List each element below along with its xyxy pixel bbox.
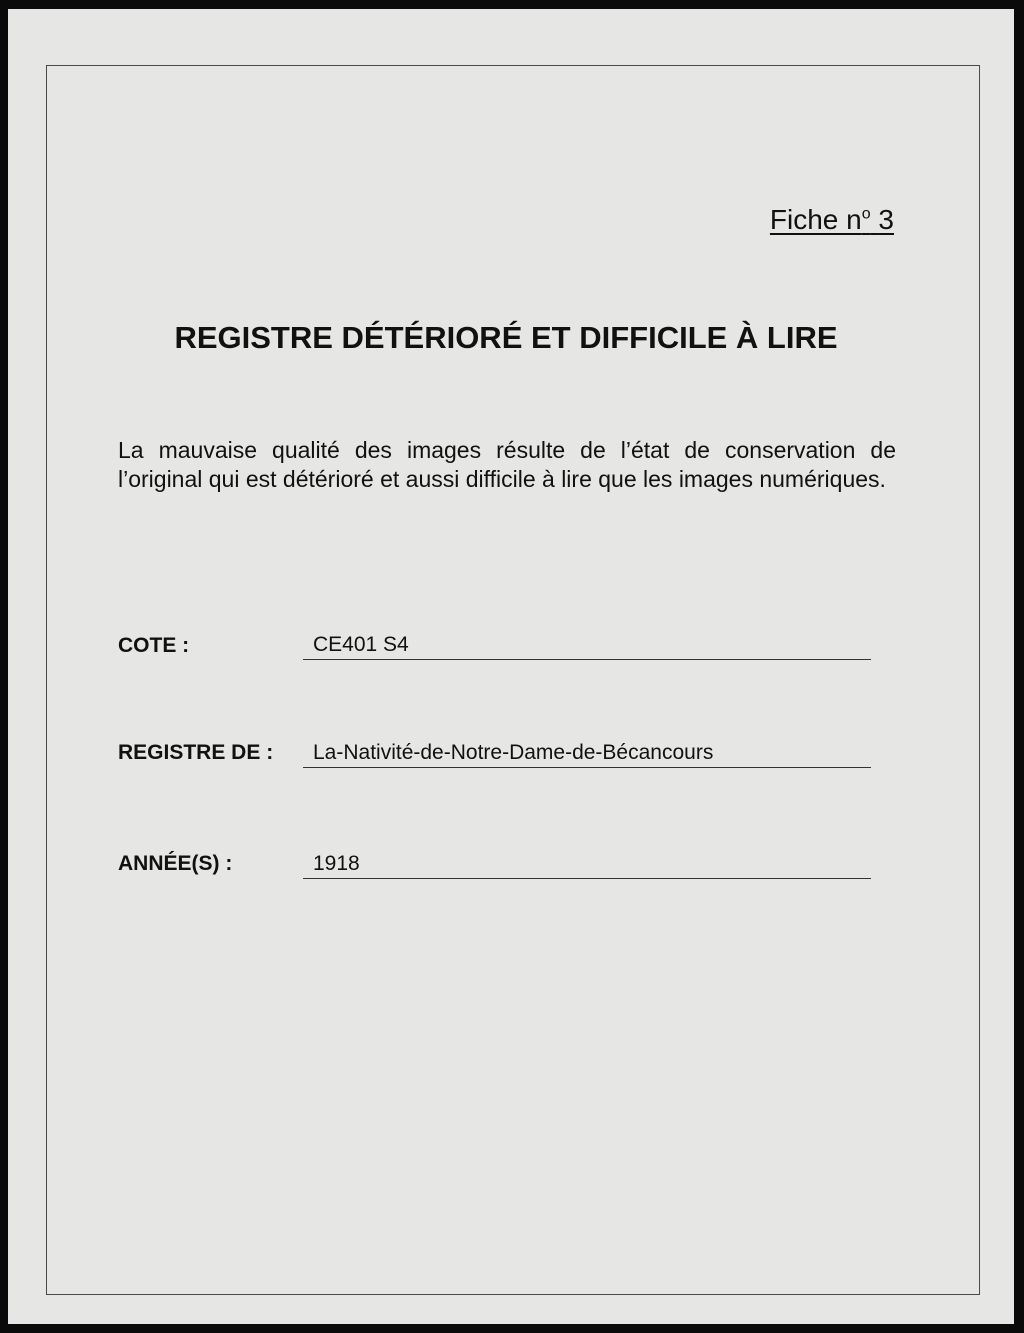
annees-label: ANNÉE(S) : bbox=[118, 852, 233, 875]
fiche-number bbox=[770, 204, 894, 236]
fiche-label: Fiche n bbox=[769, 204, 862, 235]
annees-value: 1918 bbox=[303, 851, 871, 879]
cote-label: COTE : bbox=[118, 634, 190, 657]
fiche-degree: o bbox=[861, 205, 871, 223]
description-paragraph: La mauvaise qualité des images résulte de l’état de conservation de l’original qui est détérioré et aussi difficile à lire que les images numériques. bbox=[118, 437, 896, 492]
document-title: REGISTRE DÉTÉRIORÉ ET DIFFICILE À LIRE bbox=[174, 320, 838, 355]
registre-label: REGISTRE DE : bbox=[118, 741, 274, 764]
fiche-number-value: 3 bbox=[878, 204, 894, 235]
page-border bbox=[46, 65, 980, 1295]
registre-value: La-Nativité-de-Notre-Dame-de-Bécancours bbox=[303, 740, 871, 768]
cote-value: CE401 S4 bbox=[303, 632, 871, 660]
